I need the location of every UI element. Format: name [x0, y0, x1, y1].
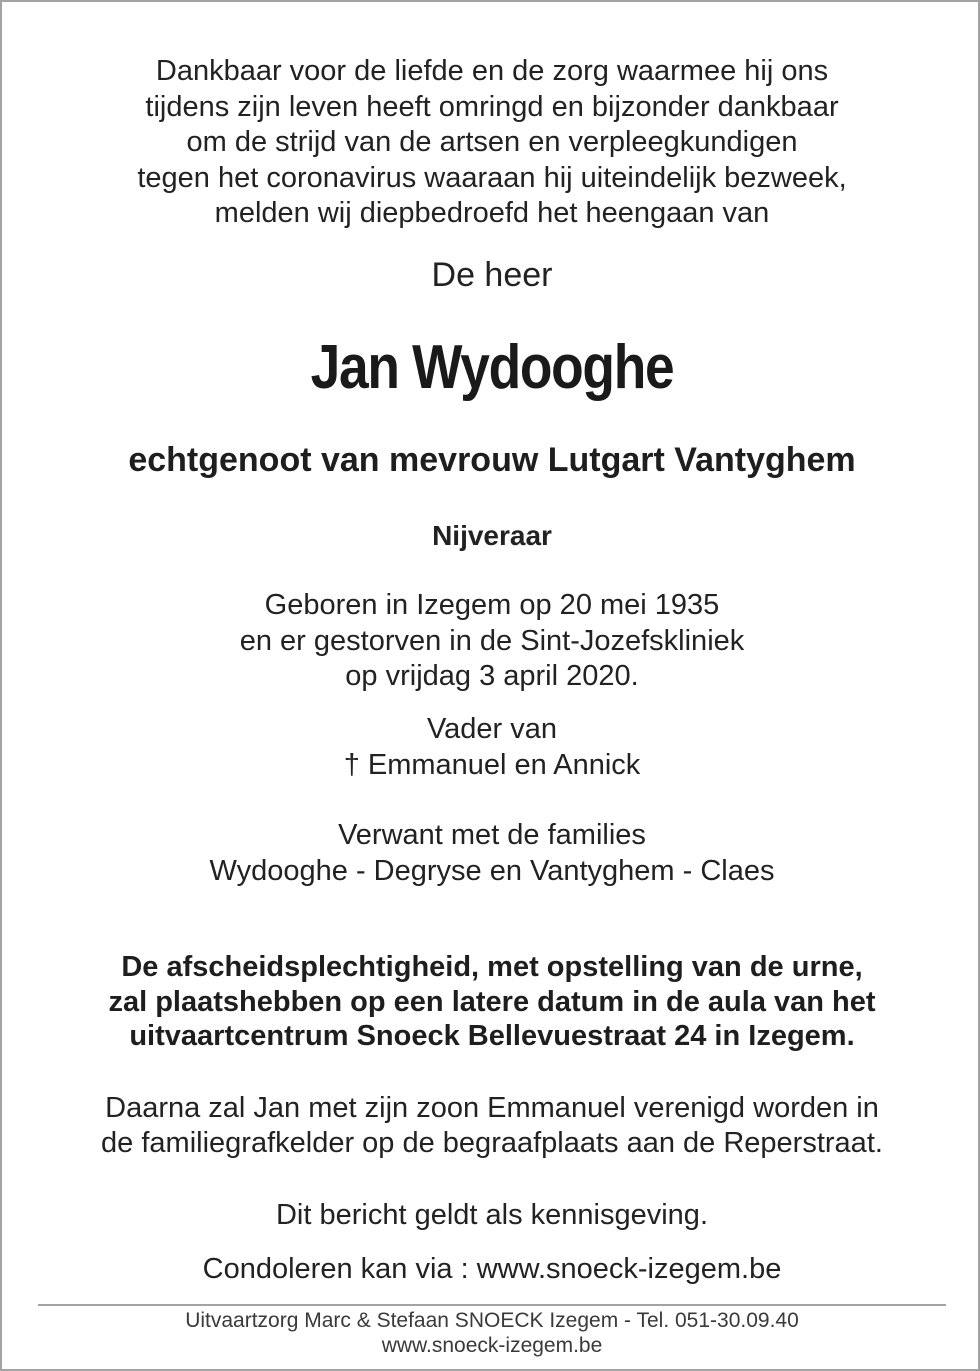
- burial-info: [2, 1091, 980, 1161]
- family-line: Wydooghe - Degryse en Vantyghem - Claes: [209, 855, 775, 887]
- ceremony-info: [2, 950, 980, 1054]
- intro-line: tegen het coronavirus waaraan hij uiteindelijk bezweek,: [137, 161, 847, 194]
- deceased-name: Jan Wydooghe: [310, 333, 674, 402]
- occupation: Nijveraar: [432, 520, 552, 551]
- footer-website: www.snoeck-izegem.be: [381, 1334, 603, 1357]
- children-line: Vader van: [426, 713, 558, 745]
- intro-text: [2, 54, 980, 232]
- ceremony-line: uitvaartcentrum Snoeck Bellevuestraat 24 in Izegem.: [129, 1020, 855, 1052]
- burial-line: de familiegrafkelder op de begraafplaats aan de Reperstraat.: [101, 1127, 883, 1159]
- intro-line: Dankbaar voor de liefde en de zorg waarmee hij ons: [155, 55, 829, 87]
- footer-divider: [38, 1304, 946, 1306]
- condolence-text: Condoleren kan via : www.snoeck-izegem.be: [202, 1253, 782, 1285]
- intro-line: om de strijd van de artsen en verpleegkundigen: [186, 126, 798, 158]
- related-families: [2, 817, 980, 889]
- dates-line: Geboren in Izegem op 20 mei 1935: [264, 589, 720, 621]
- notice-text: Dit bericht geldt als kennisgeving.: [275, 1199, 708, 1231]
- ceremony-line: De afscheidsplechtigheid, met opstelling van de urne,: [121, 951, 863, 983]
- family-line: Verwant met de families: [338, 819, 646, 851]
- intro-line: tijdens zijn leven heeft omringd en bijzonder dankbaar: [145, 90, 839, 123]
- birth-death-info: [2, 588, 980, 695]
- dates-line: op vrijdag 3 april 2020.: [345, 660, 639, 692]
- ceremony-line: zal plaatshebben op een latere datum in de aula van het: [108, 985, 876, 1018]
- dates-line: en er gestorven in de Sint-Jozefskliniek: [239, 624, 745, 657]
- footer: [2, 1308, 980, 1358]
- burial-line: Daarna zal Jan met zijn zoon Emmanuel verenigd worden in: [105, 1092, 879, 1124]
- children-info: [2, 712, 980, 783]
- spouse-line: echtgenoot van mevrouw Lutgart Vantyghem: [128, 441, 856, 479]
- footer-company: Uitvaartzorg Marc & Stefaan SNOECK Izegem - Tel. 051-30.09.40: [185, 1309, 799, 1332]
- intro-line: melden wij diepbedroefd het heengaan van: [214, 197, 770, 229]
- children-line: † Emmanuel en Annick: [343, 748, 641, 781]
- honorific-title: De heer: [431, 256, 553, 294]
